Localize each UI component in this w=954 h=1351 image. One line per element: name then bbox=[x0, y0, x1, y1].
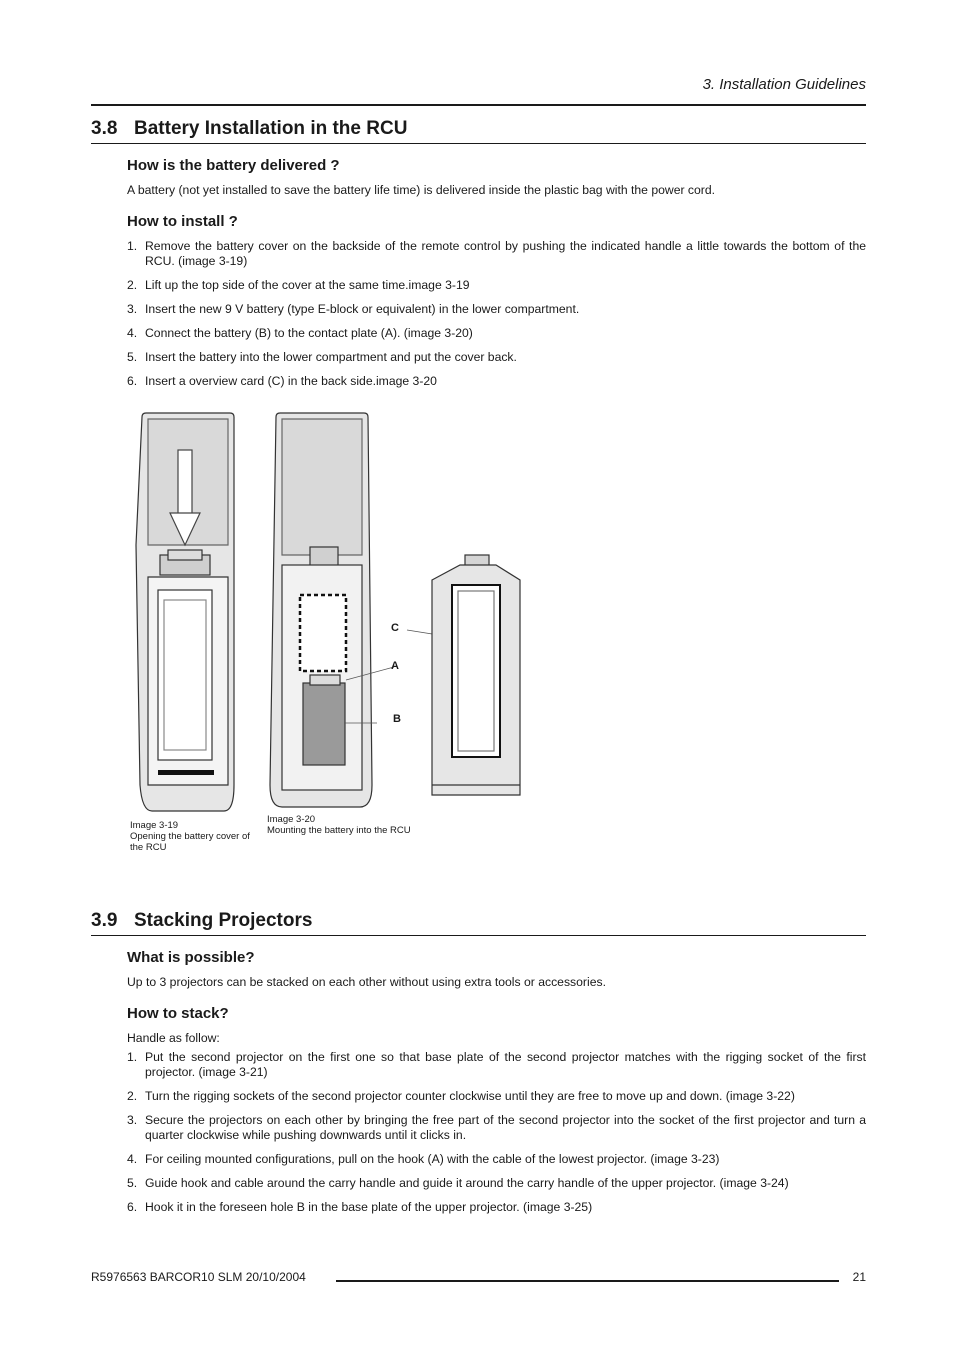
install-steps bbox=[127, 239, 866, 398]
overview-card-view bbox=[432, 555, 520, 795]
list-item: 6. Hook it in the foreseen hole B in the base plate of the upper projector. (image 3-25) bbox=[127, 1200, 593, 1214]
header-rule bbox=[91, 104, 866, 106]
label-c: C bbox=[391, 622, 399, 634]
list-item: 4. Connect the battery (B) to the contact plate (A). (image 3-20) bbox=[127, 326, 473, 340]
label-b: B bbox=[393, 713, 401, 725]
footer-doc-id: R5976563 BARCOR10 SLM 20/10/2004 bbox=[91, 1270, 306, 1284]
section-rule bbox=[91, 143, 866, 144]
list-item: 5. Insert the battery into the lower compartment and put the cover back. bbox=[127, 350, 517, 364]
subheading-delivered: How is the battery delivered ? bbox=[127, 157, 340, 174]
section-number: 3.9 bbox=[91, 910, 118, 931]
section-rule bbox=[91, 935, 866, 936]
stack-steps bbox=[127, 1050, 866, 1224]
remote-battery-mounting bbox=[270, 413, 372, 807]
section-3-9-heading bbox=[91, 910, 312, 932]
subheading-possible: What is possible? bbox=[127, 949, 255, 966]
figure-caption-3-20: Image 3-20 Mounting the battery into the RCU bbox=[267, 814, 411, 836]
paragraph-stack-intro: Handle as follow: bbox=[127, 1031, 220, 1045]
list-item: 5. Guide hook and cable around the carry handle and guide it around the carry handle of the upper projector. (image 3-24) bbox=[127, 1176, 789, 1190]
section-number: 3.8 bbox=[91, 118, 118, 139]
list-item: 6. Insert a overview card (C) in the back side.image 3-20 bbox=[127, 374, 437, 388]
list-item: 1. Remove the battery cover on the backside of the remote control by pushing the indicated handle a little towards the bottom of the RCU. (image 3-19) bbox=[127, 239, 866, 268]
list-item: 3. Secure the projectors on each other by bringing the free part of the second projector into the socket of the first projector and turn a quarter clockwise while pushing downwards until it clicks in. bbox=[127, 1113, 866, 1142]
figure-caption-3-19: Image 3-19 Opening the battery cover of the RCU bbox=[130, 820, 250, 853]
list-item: 2. Lift up the top side of the cover at the same time.image 3-19 bbox=[127, 278, 470, 292]
section-title: Battery Installation in the RCU bbox=[134, 118, 408, 139]
label-a: A bbox=[391, 660, 399, 672]
subheading-install: How to install ? bbox=[127, 213, 238, 230]
section-3-8-heading bbox=[91, 118, 407, 140]
list-item: 3. Insert the new 9 V battery (type E-block or equivalent) in the lower compartment. bbox=[127, 302, 580, 316]
page-number: 21 bbox=[852, 1270, 866, 1284]
section-title: Stacking Projectors bbox=[134, 910, 313, 931]
paragraph-possible: Up to 3 projectors can be stacked on each other without using extra tools or accessories. bbox=[127, 975, 606, 989]
running-header: 3. Installation Guidelines bbox=[702, 76, 866, 93]
list-item: 2. Turn the rigging sockets of the second projector counter clockwise until they are free to move up and down. (image 3-22) bbox=[127, 1089, 795, 1103]
subheading-stack: How to stack? bbox=[127, 1005, 229, 1022]
list-item: 4. For ceiling mounted configurations, pull on the hook (A) with the cable of the lowest projector. (image 3-23) bbox=[127, 1152, 720, 1166]
footer-rule bbox=[336, 1280, 839, 1282]
list-item: 1. Put the second projector on the first one so that base plate of the second projector matches with the rigging socket of the first projector. (image 3-21) bbox=[127, 1050, 866, 1079]
paragraph-delivered: A battery (not yet installed to save the battery life time) is delivered inside the plastic bag with the power cord. bbox=[127, 183, 716, 197]
rcu-battery-illustration bbox=[120, 405, 540, 815]
